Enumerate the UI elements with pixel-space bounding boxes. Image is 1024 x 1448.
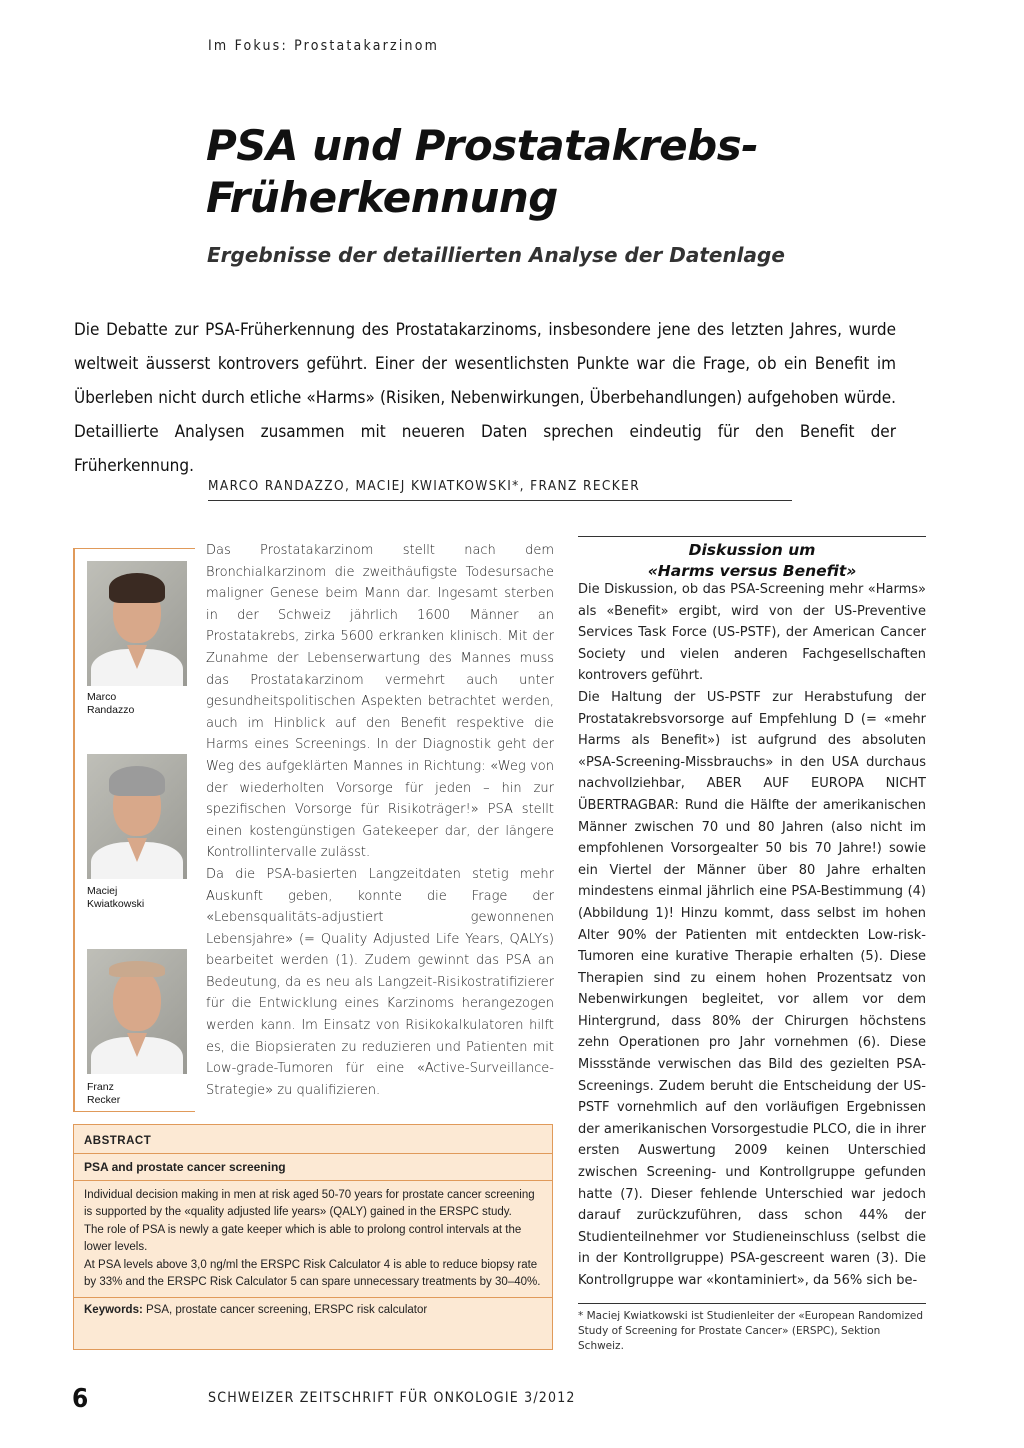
abstract-keywords <box>84 1304 542 1316</box>
author-photo-column <box>73 548 195 1112</box>
author-photo <box>87 754 187 879</box>
author-photo <box>87 949 187 1074</box>
body-column-right <box>578 579 926 1292</box>
caption-name: Marco <box>87 691 117 703</box>
caption-name: Maciej <box>87 885 118 897</box>
caption-surname: Randazzo <box>87 704 135 716</box>
lead-paragraph: Die Debatte zur PSA-Früherkennung des Prostatakarzinoms, insbesondere jene des letzten Jahres, wurde weltweit äusserst kontrovers geführt. Einer der wesentlichsten Punkte war die Frage, ob ein Benefit im Überleben nicht durch etliche «Harms» (Risiken, Nebenwirkungen, Überbehandlungen) aufgehoben würde. Detaillierte Analysen zusammen mit neueren Daten sprechen eindeutig für den Benefit der Früherkennung. <box>74 320 896 476</box>
photo-caption <box>87 1081 120 1107</box>
body-paragraph: Die Haltung der US-PSTF zur Herabstufung der Prostatakrebsvorsorge auf Empfehlung D (= «mehr Harms als Benefit») ist aufgrund des absoluten «PSA-Screening-Missbrauchs» in den USA durchaus nachvollziehbar, ABER AUF EUROPA NICHT ÜBERTRAGBAR: Rund die Hälfte der amerikanischen Männer zwischen 70 und 80 Jahren (also nicht im empfohlenen Vorsorgealter 50 bis 70 Jahre!) sowie ein Viertel der Männer über 80 Jahre erhalten mindestens einmal jährlich eine PSA-Bestimmung (4) (Abbildung 1)! Hinzu kommt, dass selbst im hohen Alter 90% der Patienten mit entdeckten Low-risk-Tumoren eine kurative Therapie erhalten (5). Diese Therapien sind zu einem hohen Prozentsatz von Nebenwirkungen begleitet, vor allem vor dem Hintergrund, dass 80% der Chirurgen höchstens zehn Operationen pro Jahr vornehmen (6). Diese Missstände verwischen das Bild des gezielten PSA-Screenings. Zudem beruht die Entscheidung der US-PSTF vornehmlich auf den vorläufigen Ergebnissen der amerikanischen Vorsorgestudie PLCO, die in ihrer ersten Auswertung 2009 keinen Unterschied zwischen Screening- und Kontrollgruppe gefunden hatte (7). Dieser fehlende Unterschied war jedoch darauf zurückzuführen, dass schon 44% der Studienteilnehmer vor Studieneinschluss (selbst die in der Kontrollgruppe) PSA-gescreent waren (3). Die Kontrollgruppe war «kontaminiert», da 56% sich be- <box>578 689 926 1288</box>
keywords-label: Keywords: <box>84 1304 143 1317</box>
body-paragraph: Das Prostatakarzinom stellt nach dem Bronchialkarzinom die zweithäufigste Todesursache maligner Genese beim Mann dar. Ingesamt sterben in der Schweiz jährlich 1600 Männer an Prostatakrebs, zirka 5600 erkranken klinisch. Mit der Zunahme der Lebenserwartung des Mannes muss das Prostatakarzinom vermehrt auch unter gesundheitspolitischen Aspekten betrachtet werden, auch im Hinblick auf den Benefit respektive die Harms eines Screenings. In der Diagnostik geht der Weg des aufgeklärten Mannes in Richtung: «Weg von der wiederholten Vorsorge für jeden – hin zur spezifischen Vorsorge für Risikoträger!» PSA stellt einen kostengünstigen Gatekeeper dar, der längere Kontrollintervalle zulässt. <box>206 543 554 861</box>
footnote-rule <box>578 1303 926 1304</box>
article-subtitle: Ergebnisse der detaillierten Analyse der Datenlage <box>207 243 785 267</box>
caption-surname: Kwiatkowski <box>87 898 145 910</box>
abstract-divider <box>74 1153 552 1154</box>
section-rule <box>578 536 926 537</box>
caption-name: Franz <box>87 1081 114 1093</box>
photo-caption <box>87 691 134 717</box>
body-column-middle <box>206 540 554 1101</box>
abstract-paragraph: The role of PSA is newly a gate keeper which is able to prolong control intervals at the lower levels. <box>84 1223 522 1254</box>
body-paragraph: Die Diskussion, ob das PSA-Screening mehr «Harms» als «Benefit» ergibt, wird von der US-Preventive Services Task Force (US-PSTF), der American Cancer Society und vielen anderen Fachgesellschaften kontrovers geführt. <box>578 582 926 684</box>
article-title: PSA und Prostatakrebs- Früherkennung <box>206 121 759 222</box>
author-line: MARCO RANDAZZO, MACIEJ KWIATKOWSKI*, FRANZ RECKER <box>208 478 792 501</box>
running-head: Im Fokus: Prostatakarzinom <box>208 38 440 54</box>
section-heading: Diskussion um «Harms versus Benefit» <box>647 541 857 580</box>
abstract-title: PSA and prostate cancer screening <box>84 1160 286 1174</box>
abstract-paragraph: Individual decision making in men at risk aged 50-70 years for prostate cancer screening is supported by the «quality adjusted life years» (QALY) gained in the ERSPC study. <box>84 1189 535 1219</box>
author-photo <box>87 561 187 686</box>
photo-caption <box>87 885 144 911</box>
abstract-divider <box>74 1297 552 1298</box>
abstract-label: ABSTRACT <box>84 1135 152 1147</box>
abstract-divider <box>74 1180 552 1181</box>
abstract-paragraph: At PSA levels above 3,0 ng/ml the ERSPC Risk Calculator 4 is able to reduce biopsy rate by 33% and the ERSPC Risk Calculator 5 can spare unnecessary treatments by 30–40%. <box>84 1258 541 1289</box>
footnote: * Maciej Kwiatkowski ist Studienleiter der «European Randomized Study of Screening for Prostate Cancer» (ERSPC), Sektion Schweiz. <box>578 1310 924 1352</box>
page-number: 6 <box>72 1384 89 1414</box>
body-paragraph: Da die PSA-basierten Langzeitdaten stetig mehr Auskunft geben, konnte die Frage der «Lebensqualitäts-adjustiert gewonnenen Lebensjahre» (= Quality Adjusted Life Years, QALYs) bearbeitet werden (1). Zudem gewinnt das PSA an Bedeutung, da es neu als Langzeit-Risikostratifizierer für die Entwicklung eines Karzinoms herangezogen werden kann. Im Einsatz von Risikokalkulatoren hilft es, die Biopsieraten zu reduzieren und Patienten mit Low-grade-Tumoren für eine «Active-Surveillance-Strategie» zu qualifizieren. <box>206 866 554 1098</box>
abstract-box <box>73 1124 553 1350</box>
keywords-text: PSA, prostate cancer screening, ERSPC risk calculator <box>142 1304 428 1317</box>
journal-footer: SCHWEIZER ZEITSCHRIFT FÜR ONKOLOGIE 3/2012 <box>208 1390 576 1406</box>
caption-surname: Recker <box>87 1094 121 1106</box>
